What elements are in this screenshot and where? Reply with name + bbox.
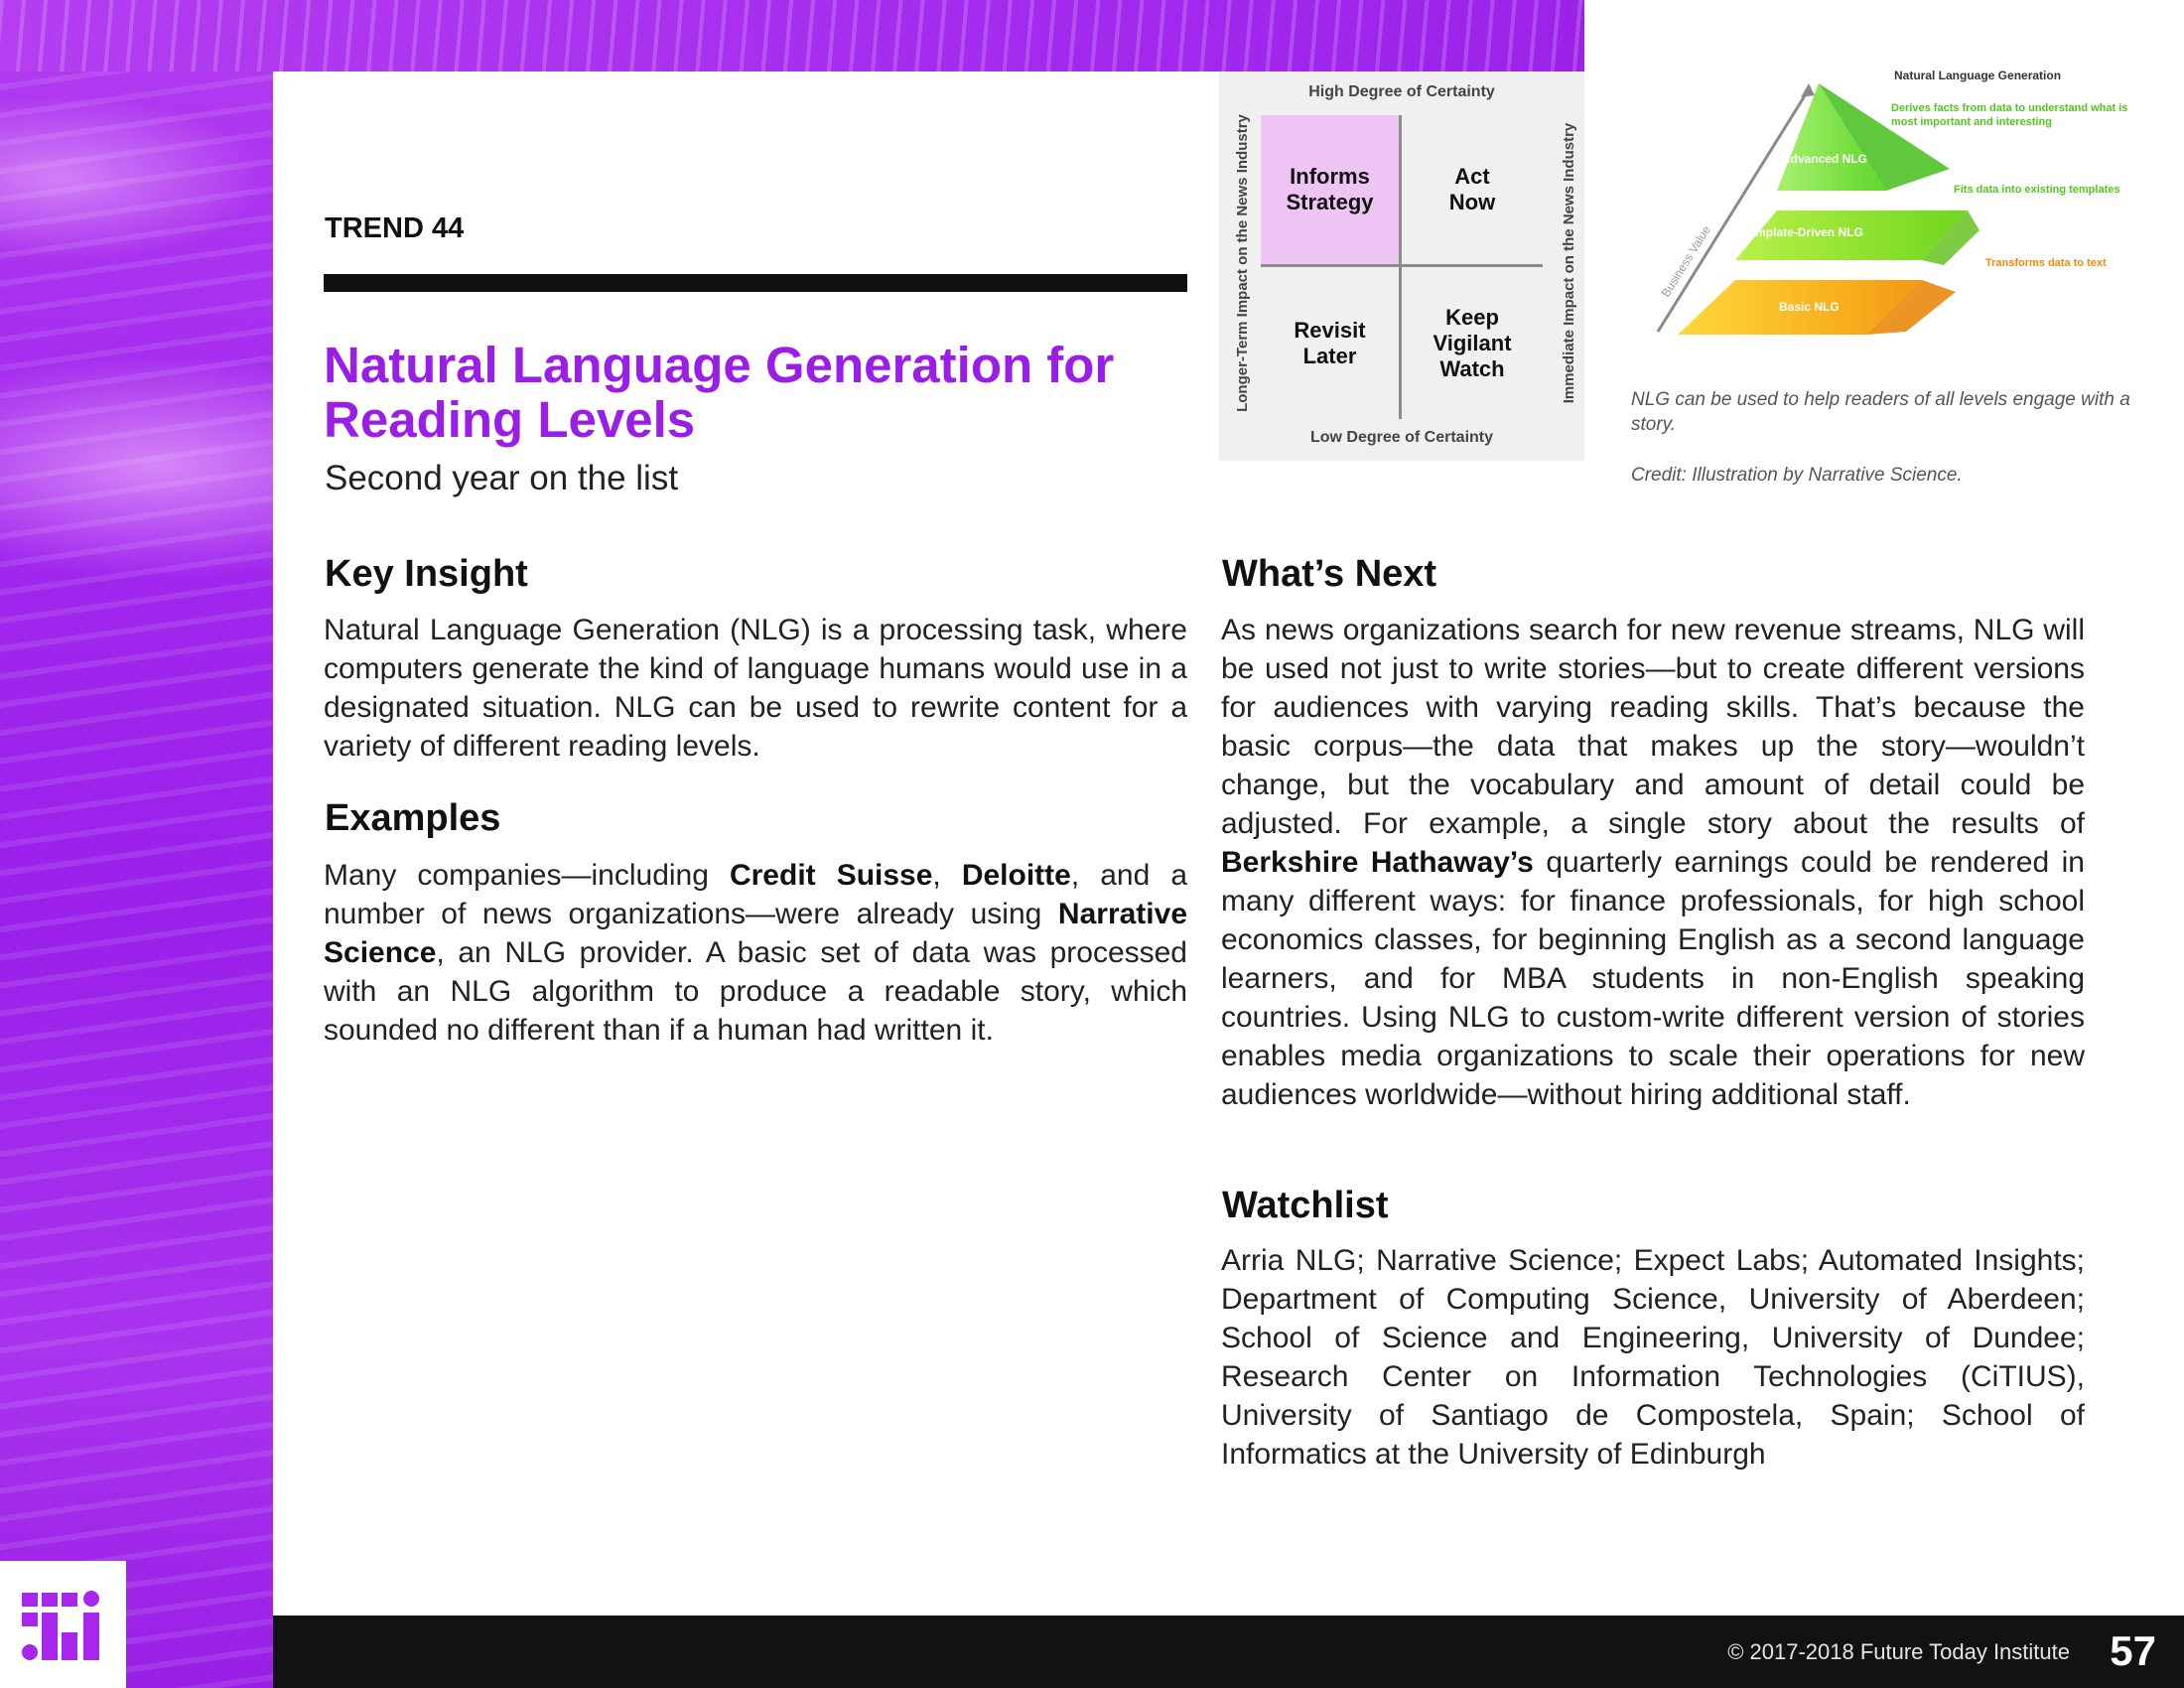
watchlist-text: Arria NLG; Narrative Science; Expect Labs; Automated Insights; Department of Computing Science, University of Aberdeen; School of Science and Engineering, University of Dundee; Research Center on Information Technologies (CiTIUS), University of Santiago de Compostela, Spain; School of Informatics at the University of Edinburgh [1221, 1244, 2085, 1471]
quadrant-left-label: Longer-Term Impact on the News Industry [1234, 114, 1251, 412]
axis-arrow-icon [1801, 83, 1815, 97]
pyramid-credit: Credit: Illustration by Narrative Science. [1631, 465, 1963, 486]
company-credit-suisse: Credit Suisse [729, 859, 933, 892]
nlg-pyramid-illustration [1628, 62, 2144, 350]
whats-next-heading: What’s Next [1222, 553, 1437, 595]
quadrant-grid [1261, 115, 1543, 419]
examples-text: Many companies—including Credit Suisse, Deloitte, and a number of news organizations—were already using Narrative Science, an NLG provider. A basic set of data was processed with an NLG algorithm to produce a readable story, which sounded no different than if a human had written it. [324, 859, 1188, 1047]
trend-label: TREND 44 [325, 212, 465, 244]
pyramid-label-template: Template-Driven NLG [1742, 225, 1863, 239]
whats-next-text: As news organizations search for new revenue streams, NLG will be used not just to write stories—but to create different versions for audiences with varying reading skills. That’s because the basic corpus—the data that makes up the story—wouldn’t change, but the vocabulary and amount of detail could be adjusted. For example, a single story about the results of Berkshire Hathaway’s quarterly earnings could be rendered in many different ways: for finance professionals, for high school economics classes, for beginning English as a second language learners, and for MBA students in non-English speaking countries. Using NLG to custom-write different version of stories enables media organizations to scale their operations for new audiences worldwide—without hiring additional staff. [1221, 614, 2085, 1111]
company-deloitte: Deloitte [961, 859, 1071, 892]
quadrant-bottom-label: Low Degree of Certainty [1309, 429, 1494, 446]
key-insight-heading: Key Insight [325, 553, 528, 595]
page-title: Natural Language Generation for Reading Levels [324, 337, 1115, 448]
pyramid-note-basic: Transforms data to text [1985, 257, 2107, 269]
quadrant-top-label: High Degree of Certainty [1308, 83, 1495, 100]
fti-logo-icon [22, 1589, 105, 1664]
certainty-impact-quadrant [1219, 71, 1584, 461]
page-footer [273, 1616, 2184, 1688]
pyramid-caption: NLG can be used to help readers of all levels engage with a story. [1631, 389, 2130, 435]
pyramid-note-advanced: Derives facts from data to understand what is most important and interesting [1891, 102, 2128, 128]
background-top-strip [0, 0, 1584, 71]
fti-logo [0, 1561, 126, 1688]
company-narrative-science: Narrative Science [324, 898, 1187, 969]
quadrant-cell-informs-strategy: Informs Strategy [1261, 115, 1402, 267]
footer-copyright: © 2017-2018 Future Today Institute [1727, 1639, 2070, 1664]
examples-heading: Examples [325, 797, 501, 839]
pyramid-note-template: Fits data into existing templates [1954, 184, 2120, 196]
quadrant-cell-keep-vigilant-watch: Keep Vigilant Watch [1433, 304, 1512, 381]
page-subtitle: Second year on the list [325, 459, 679, 497]
pyramid-label-basic: Basic NLG [1779, 300, 1840, 314]
quadrant-cell-act-now: Act Now [1402, 115, 1543, 267]
watchlist-heading: Watchlist [1222, 1185, 1389, 1226]
business-value-label: Business Value [1658, 222, 1713, 300]
header-rule [324, 274, 1187, 292]
pyramid-label-advanced: Advanced NLG [1782, 152, 1868, 166]
company-berkshire-hathaway: Berkshire Hathaway’s [1221, 846, 1534, 879]
key-insight-text: Natural Language Generation (NLG) is a processing task, where computers generate the kind of language humans would use in a designated situation. NLG can be used to rewrite content for a variety of different reading levels. [324, 614, 1187, 763]
background-water-image [0, 0, 273, 1688]
quadrant-cell-revisit-later: Revisit Later [1261, 267, 1402, 419]
quadrant-right-label: Immediate Impact on the News Industry [1561, 122, 1577, 404]
page-number: 57 [2110, 1627, 2156, 1674]
pyramid-title: Natural Language Generation [1894, 69, 2062, 82]
